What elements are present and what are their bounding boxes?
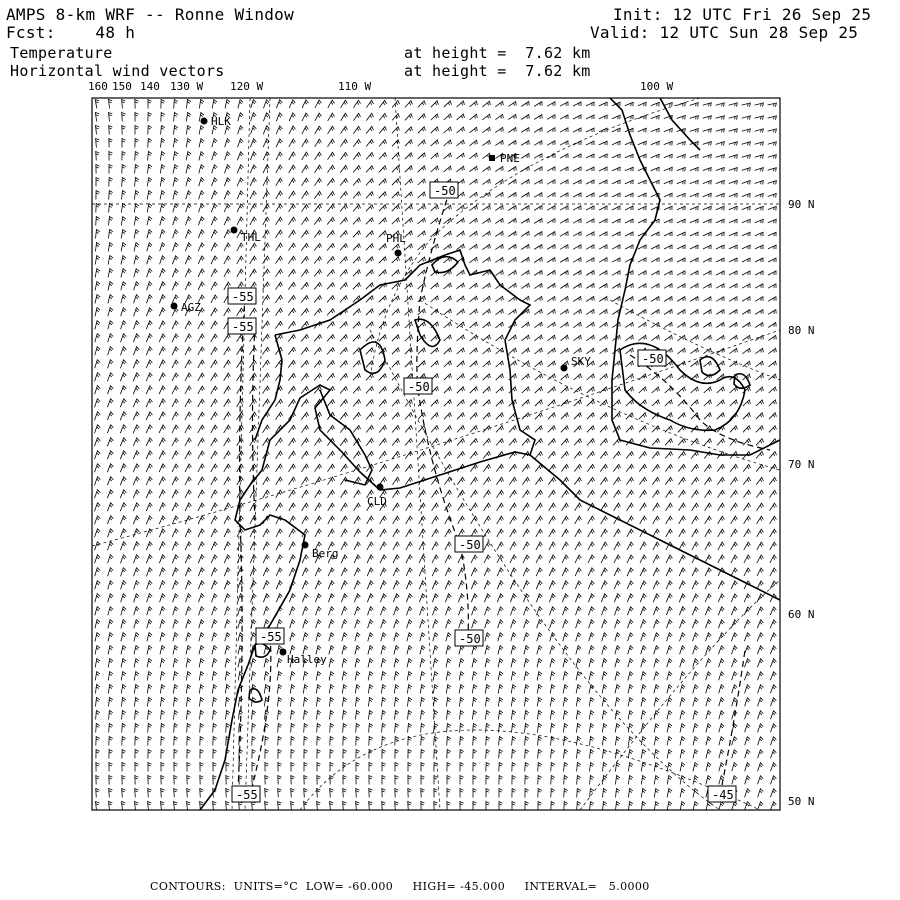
contour-label-text: -50 [408,380,430,394]
contour-label-text: -55 [232,320,254,334]
contour-label [404,378,432,394]
contour-label-text: -50 [434,184,456,198]
forecast-hour: Fcst: 48 h [6,23,136,42]
longitude-labels [88,80,673,93]
station-berg: Berg [312,547,339,560]
contour-label-text: -55 [260,630,282,644]
lat-label-50n: 50 N [788,795,815,808]
contour-label-text: -55 [236,788,258,802]
contours-legend: CONTOURS: UNITS=°C LOW= -60.000 HIGH= -45.000 INTERVAL= 5.0000 [150,880,650,893]
lon-label-130w: 130 W [170,80,204,93]
lon-label-100w: 100 W [640,80,674,93]
lat-label-70n: 70 N [788,458,815,471]
lon-label-160: 160 [88,80,108,93]
field-height-2: at height = 7.62 km [404,62,591,80]
lat-label-90n: 90 N [788,198,815,211]
station-thl: THL [241,231,261,244]
map-title: AMPS 8-km WRF -- Ronne Window [6,5,295,24]
contour-label [455,536,483,552]
contour-label [228,318,256,334]
lon-label-110w: 110 W [338,80,372,93]
contour-label-text: -50 [459,632,481,646]
lat-label-60n: 60 N [788,608,815,621]
contour-label-text: -50 [642,352,664,366]
contour-label [256,628,284,644]
contour-label-text: -45 [712,788,734,802]
station-pne: PNE [500,152,520,165]
contour-label [455,630,483,646]
station-hlk: HLK [211,115,231,128]
valid-time: Valid: 12 UTC Sun 28 Sep 25 [590,23,859,42]
contour-label [430,182,458,198]
contour-label [638,350,666,366]
station-cld: CLD [367,495,387,508]
lat-label-80n: 80 N [788,324,815,337]
contour-label [708,786,736,802]
station-phl: PHL [386,232,406,245]
station-halley: Halley [287,653,327,666]
lon-label-140: 140 [140,80,160,93]
lon-label-120w: 120 W [230,80,264,93]
field-temperature: Temperature [10,44,113,62]
station-agz: AGZ [181,301,201,314]
contour-label-text: -55 [232,290,254,304]
contour-label [228,288,256,304]
field-wind-vectors: Horizontal wind vectors [10,62,225,80]
latitude-labels [788,198,815,808]
station-sky: SKY [571,355,591,368]
lon-label-150: 150 [112,80,132,93]
contour-label-text: -50 [459,538,481,552]
init-time: Init: 12 UTC Fri 26 Sep 25 [613,5,872,24]
contour-label [232,786,260,802]
field-height-1: at height = 7.62 km [404,44,591,62]
